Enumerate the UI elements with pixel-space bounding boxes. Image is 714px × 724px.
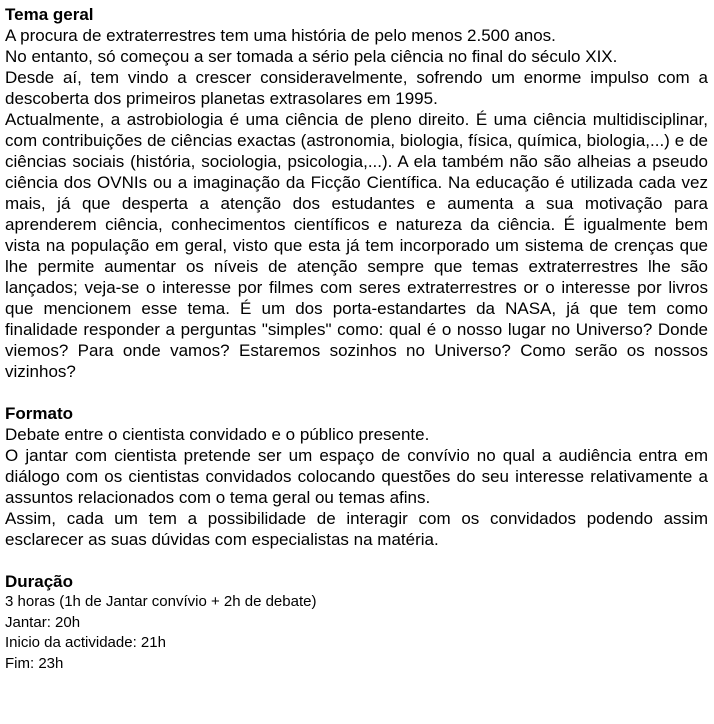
duracao-line-4: Fim: 23h xyxy=(5,654,64,672)
section-title-formato: Formato xyxy=(5,404,73,423)
tema-paragraph-1: A procura de extraterrestres tem uma história de pelo menos 2.500 anos. xyxy=(5,26,556,45)
section-title-duracao: Duração xyxy=(5,572,74,591)
section-title-tema-geral: Tema geral xyxy=(5,5,94,24)
tema-paragraph-2: No entanto, só começou a ser tomada a sério pela ciência no final do século XIX. xyxy=(5,47,618,66)
section-spacer xyxy=(5,382,708,403)
formato-paragraph-2: O jantar com cientista pretende ser um espaço de convívio no qual a audiência entra em diálogo com os cientistas convidados colocando questões do seu interesse relativamente a assuntos relacionados com o tema geral ou temas afins. xyxy=(5,446,708,507)
duracao-line-2: Jantar: 20h xyxy=(5,613,81,631)
duracao-line-1: 3 horas (1h de Jantar convívio + 2h de debate) xyxy=(5,593,317,610)
tema-paragraph-4: Actualmente, a astrobiologia é uma ciência de pleno direito. É uma ciência multidisciplinar, com contribuições de ciências exactas (astronomia, biologia, física, química, biologia,...) e de ciências sociais (história, sociologia, psicologia,...). A ela também não são alheias a pseudo ciência dos OVNIs ou a imaginação da Ficção Científica. Na educação é utilizada cada vez mais, já que desperta a atenção dos estudantes e aumenta a sua motivação para aprenderem ciência, conhecimentos científicos e natureza da ciência. É igualmente bem vista na população em geral, visto que esta já tem incorporado um sistema de crenças que lhe permite aumentar os níveis de atenção sempre que temas extraterrestres lhe são lançados; veja-se o interesse por filmes com seres extraterrestres or o interesse por livros que mencionem esse tema. É um dos porta-estandartes da NASA, já que tem como finalidade responder a perguntas "simples" como: qual é o nosso lugar no Universo? Donde viemos? Para onde vamos? Estaremos sozinhos no Universo? Como serão os nossos vizinhos? xyxy=(5,110,708,381)
formato-paragraph-1: Debate entre o cientista convidado e o público presente. xyxy=(5,425,430,444)
duracao-line-3: Inicio da actividade: 21h xyxy=(5,634,166,651)
formato-paragraph-3: Assim, cada um tem a possibilidade de interagir com os convidados podendo assim esclarecer as suas dúvidas com especialistas na matéria. xyxy=(5,509,708,549)
section-spacer xyxy=(5,550,708,571)
tema-paragraph-3: Desde aí, tem vindo a crescer consideravelmente, sofrendo um enorme impulso com a descoberta dos primeiros planetas extrasolares em 1995. xyxy=(5,68,708,108)
